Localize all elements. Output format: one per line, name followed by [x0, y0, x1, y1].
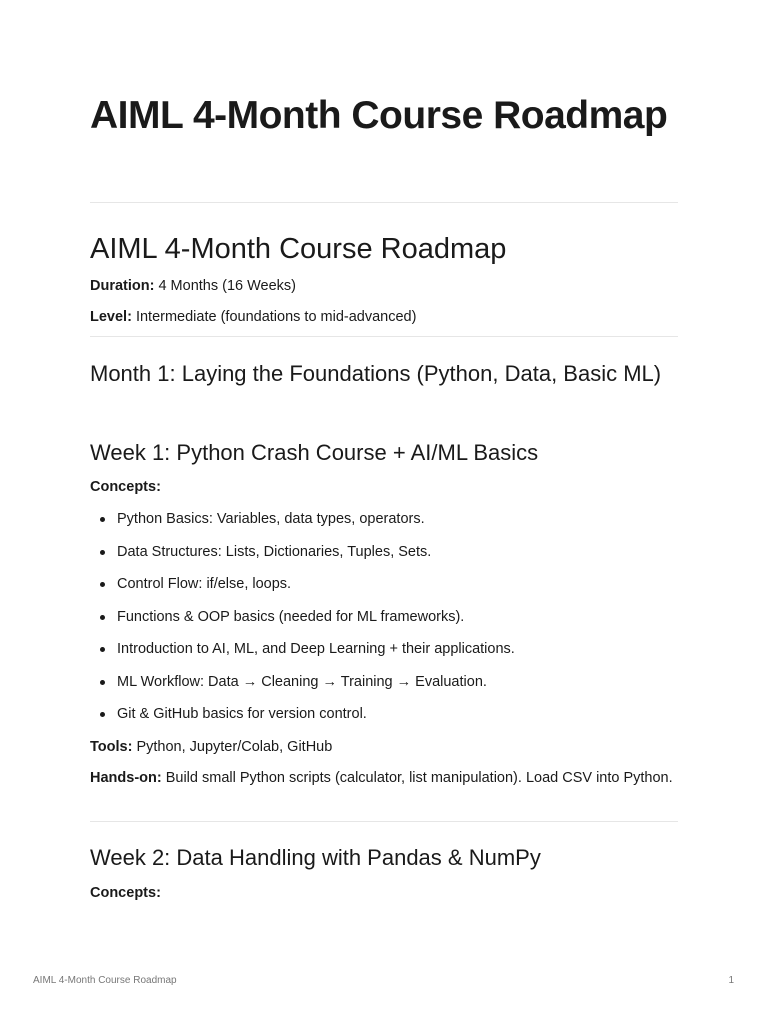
tools-label: Tools:: [90, 739, 133, 755]
level-label: Level:: [90, 309, 132, 325]
hands-on-line: [90, 767, 678, 790]
week-1-concepts-list: [90, 508, 515, 736]
list-item: Control Flow: if/else, loops.: [90, 573, 515, 606]
list-item: Functions & OOP basics (needed for ML frameworks).: [90, 606, 515, 639]
section-heading: AIML 4-Month Course Roadmap: [90, 233, 507, 265]
duration-line: [90, 275, 678, 298]
level-value: Intermediate (foundations to mid-advanced): [135, 309, 417, 325]
document-title: AIML 4-Month Course Roadmap: [90, 94, 668, 137]
divider: [90, 821, 678, 822]
duration-value: 4 Months (16 Weeks): [158, 278, 297, 294]
list-item: Git & GitHub basics for version control.: [90, 703, 515, 736]
month-1-heading: Month 1: Laying the Foundations (Python, Data, Basic ML): [90, 361, 662, 386]
divider: [90, 336, 678, 337]
list-item: Python Basics: Variables, data types, operators.: [90, 508, 515, 541]
week-2-concepts-label: Concepts:: [90, 885, 161, 901]
tools-line: [90, 736, 678, 759]
tools-value: Python, Jupyter/Colab, GitHub: [136, 739, 333, 755]
list-item: Data Structures: Lists, Dictionaries, Tuples, Sets.: [90, 541, 515, 574]
week-2-heading: Week 2: Data Handling with Pandas & NumPy: [90, 845, 541, 870]
level-line: [90, 306, 678, 329]
week-1-heading: Week 1: Python Crash Course + AI/ML Basics: [90, 440, 539, 465]
divider: [90, 202, 678, 203]
week-1-concepts-label: Concepts:: [90, 479, 161, 495]
page-number: 1: [728, 975, 734, 986]
duration-label: Duration:: [90, 278, 155, 294]
list-item: ML Workflow: Data → Cleaning → Training → Evaluation.: [90, 671, 515, 704]
hands-on-value: Build small Python scripts (calculator, list manipulation). Load CSV into Python.: [165, 770, 673, 786]
list-item: Introduction to AI, ML, and Deep Learning + their applications.: [90, 638, 515, 671]
hands-on-label: Hands-on:: [90, 770, 162, 786]
footer-title: AIML 4-Month Course Roadmap: [33, 975, 177, 986]
